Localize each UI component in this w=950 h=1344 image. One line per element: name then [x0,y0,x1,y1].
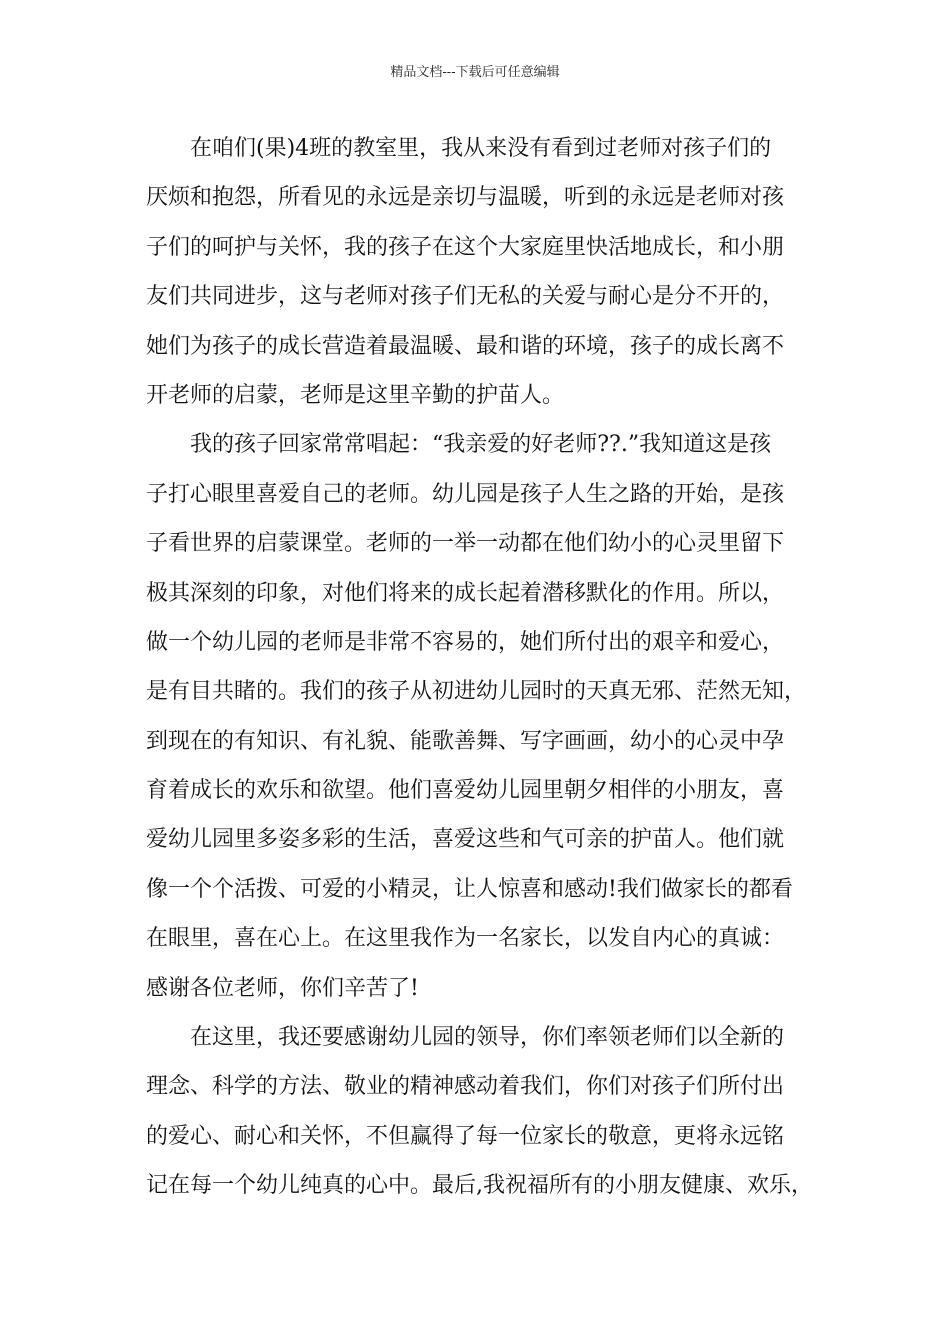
text-line: 育着成长的欢乐和欲望。他们喜爱幼儿园里朝夕相伴的小朋友，喜 [146,778,785,804]
text-line: 极其深刻的印象，对他们将来的成长起着潜移默化的作用。所以， [146,580,785,606]
text-line: 记在每一个幼儿纯真的心中。最后,我祝福所有的小朋友健康、欢乐， [146,1173,813,1199]
text-line: 的爱心、耐心和关怀，不但赢得了每一位家长的敬意，更将永远铭 [146,1123,785,1149]
text-line: 像一个个活拨、可爱的小精灵，让人惊喜和感动!我们做家长的都看 [146,876,793,902]
text-line: 做一个幼儿园的老师是非常不容易的，她们所付出的艰辛和爱心， [146,629,785,655]
text-line: 子看世界的启蒙课堂。老师的一举一动都在他们幼小的心灵里留下 [146,531,785,557]
text-line: 子们的呵护与关怀，我的孩子在这个大家庭里快活地成长，和小朋 [146,234,785,260]
text-line: 是有目共睹的。我们的孩子从初进幼儿园时的天真无邪、茫然无知， [146,679,807,705]
document-body [146,124,832,1211]
text-line: 到现在的有知识、有礼貌、能歌善舞、写字画画，幼小的心灵中孕 [146,728,785,754]
text-line: 在咱们(果)4班的教室里，我从来没有看到过老师对孩子们的 [190,136,772,161]
text-line: 感谢各位老师，你们辛苦了! [146,975,419,1001]
paragraph-1 [146,124,832,420]
paragraph-3 [146,1013,832,1211]
text-line: 友们共同进步，这与老师对孩子们无私的关爱与耐心是分不开的， [146,284,785,310]
text-line: 子打心眼里喜爱自己的老师。幼儿园是孩子人生之路的开始，是孩 [146,481,785,507]
text-line: 在这里，我还要感谢幼儿园的领导，你们率领老师们以全新的 [190,1025,785,1051]
text-line: 厌烦和抱怨，所看见的永远是亲切与温暖，听到的永远是老师对孩 [146,185,785,211]
page-header: 精品文档---下载后可任意编辑 [390,65,560,80]
text-line: 开老师的启蒙，老师是这里辛勤的护苗人。 [146,382,565,408]
paragraph-2 [146,420,832,1013]
text-line: 在眼里，喜在心上。在这里我作为一名家长，以发自内心的真诚： [146,926,785,952]
text-line: 我的孩子回家常常唱起：“我亲爱的好老师??.”我知道这是孩 [190,432,772,458]
text-line: 她们为孩子的成长营造着最温暖、最和谐的环境，孩子的成长离不 [146,333,785,359]
text-line: 理念、科学的方法、敬业的精神感动着我们，你们对孩子们所付出 [146,1074,785,1100]
text-line: 爱幼儿园里多姿多彩的生活，喜爱这些和气可亲的护苗人。他们就 [146,827,785,853]
